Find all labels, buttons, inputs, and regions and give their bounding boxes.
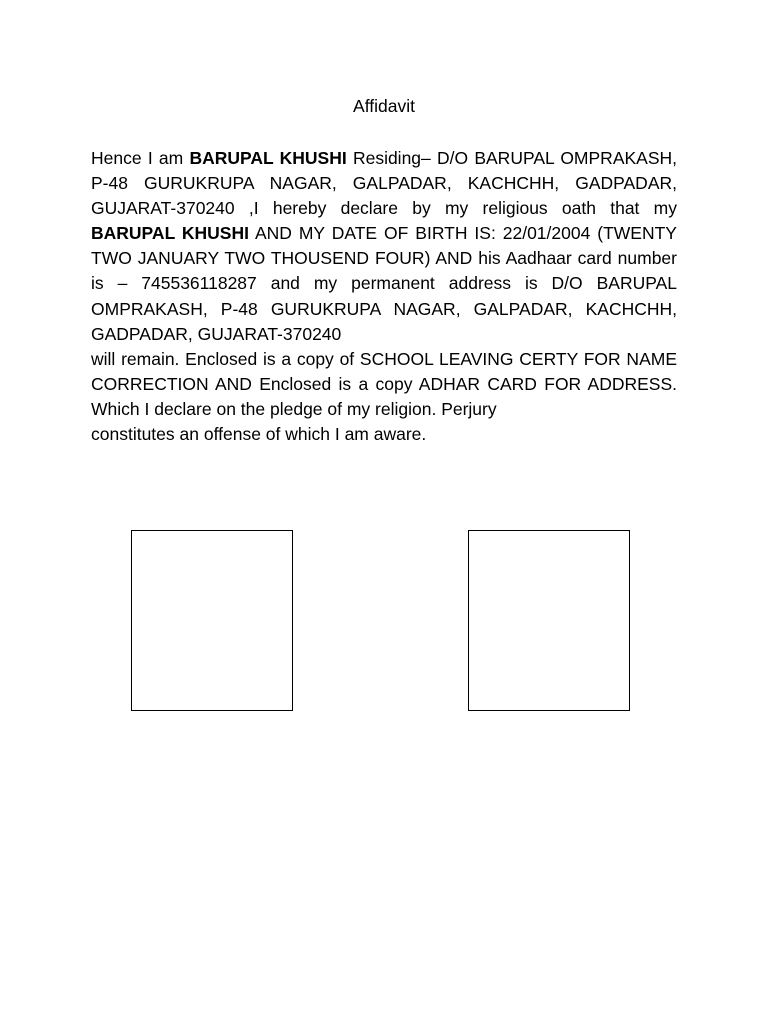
document-title: Affidavit [353, 96, 415, 116]
intro-text: Hence I am [91, 148, 190, 168]
residence-text: Residing– D/O BARUPAL OMPRAKASH, P-48 GURUKRUPA NAGAR, GALPADAR, KACHCHH, GADPADAR, GUJARAT-370240 ,I hereby declare by my religious oath that my [91, 148, 678, 219]
declarant-name-repeat: BARUPAL KHUSHI [91, 223, 249, 244]
declarant-name: BARUPAL KHUSHI [189, 148, 347, 168]
perjury-line: constitutes an offense of which I am aware. [91, 424, 427, 445]
enclosure-paragraph: will remain. Enclosed is a copy of SCHOOL LEAVING CERTY FOR NAME CORRECTION AND Enclosed is a copy ADHAR CARD FOR ADDRESS. Which I declare on the pledge of my religion. Perjury [91, 348, 677, 419]
photo-box-left [131, 530, 293, 711]
affidavit-body [91, 146, 677, 447]
declaration-paragraph [91, 146, 677, 347]
birth-address-text: AND MY DATE OF BIRTH IS: 22/01/2004 (TWENTY TWO JANUARY TWO THOUSEND FOUR) AND his Aadhaar card number is – 745536118287 and my permanent address is D/O BARUPAL OMPRAKASH, P-48 GURUKRUPA NAGAR, GALPADAR, KACHCHH, GADPADAR, GUJARAT-370240 [91, 223, 677, 344]
photo-box-right [468, 530, 630, 711]
